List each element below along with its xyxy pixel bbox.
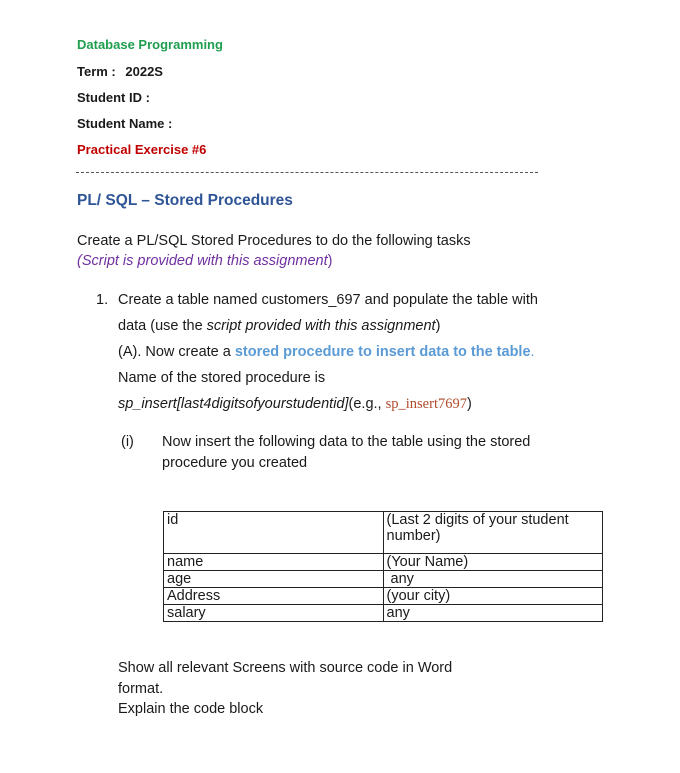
value-cell: (your city) [383,588,603,605]
value-cell: (Your Name) [383,554,603,571]
table-row [164,512,603,554]
task-line-4: Name of the stored procedure is [118,370,326,386]
intro-close-paren: ) [327,253,333,269]
task-number: 1. [96,292,109,308]
table-row [164,605,603,622]
procedure-name-example: sp_insert7697 [385,396,467,412]
field-cell: name [164,554,384,571]
course-title: Database Programming [77,37,223,52]
section-divider [76,172,538,173]
procedure-name-pattern: sp_insert[last4digitsofyourstudentid] [118,396,349,412]
section-title: PL/ SQL – Stored Procedures [77,192,293,209]
footer-line-3: Explain the code block [118,701,264,717]
footer-line-1: Show all relevant Screens with source code in Word [118,660,453,676]
intro-line-2 [77,253,333,269]
value-cell: any [383,605,603,622]
value-cell: any [383,571,603,588]
term-label: Term : [77,64,116,79]
intro-open-paren: ( [77,253,82,269]
intro-script-note: Script is provided with this assignment [81,253,328,269]
task-line-2 [118,318,440,334]
table-row [164,571,603,588]
term-line [77,64,163,79]
task-line-2-post: ) [435,318,441,334]
footer-line-2: format. [118,681,164,697]
task-line-3-pre: (A). Now create a [118,344,235,360]
task-line-5-mid: (e.g., [348,396,386,412]
task-line-3-highlight: stored procedure to insert data to the table [234,344,531,360]
subtask-line-1: Now insert the following data to the table using the stored [162,434,531,450]
term-value: 2022S [125,64,163,79]
task-line-1: Create a table named customers_697 and populate the table with [118,292,538,308]
task-line-3-post: . [530,344,535,360]
intro-line-1: Create a PL/SQL Stored Procedures to do the following tasks [77,233,471,249]
task-line-3 [118,344,535,360]
task-line-2-italic: script provided with this assignment [206,318,436,334]
task-line-2-pre: data (use the [118,318,207,334]
insert-data-table [163,511,603,622]
field-cell: id [164,512,384,554]
table-row [164,554,603,571]
task-line-5-post: ) [466,396,472,412]
field-cell: Address [164,588,384,605]
exercise-title: Practical Exercise #6 [77,142,207,157]
subtask-number: (i) [121,434,134,450]
value-cell: (Last 2 digits of your student number) [383,512,603,554]
student-id-label: Student ID : [77,90,150,105]
field-cell: salary [164,605,384,622]
subtask-line-2: procedure you created [162,455,308,471]
student-name-label: Student Name : [77,116,173,131]
table-row [164,588,603,605]
task-line-5 [118,396,472,413]
field-cell: age [164,571,384,588]
